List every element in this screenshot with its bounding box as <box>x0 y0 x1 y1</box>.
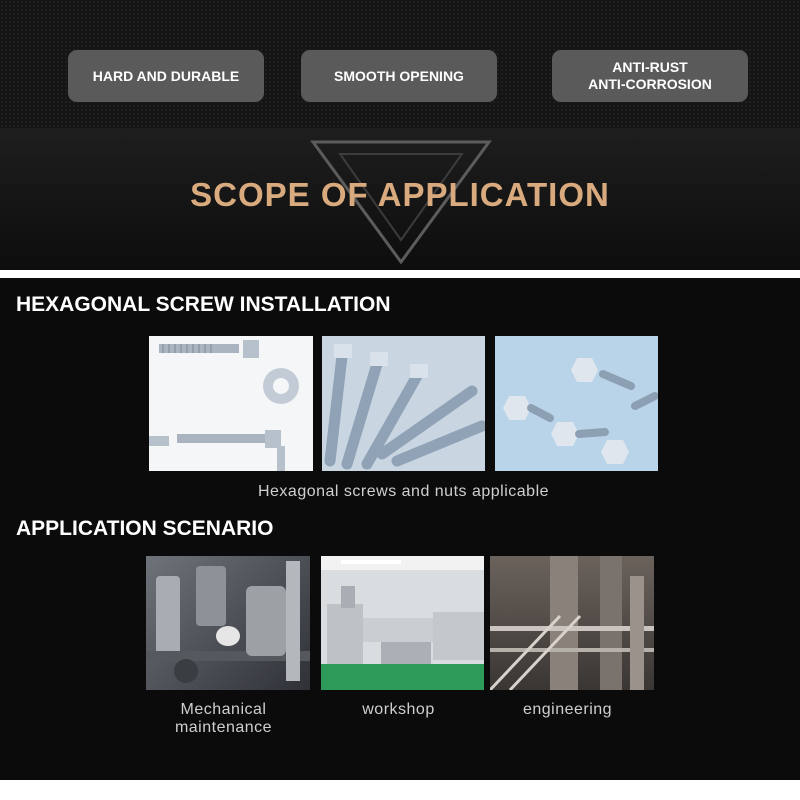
feature-badge-anti-rust <box>552 50 748 102</box>
hex-section-title: HEXAGONAL SCREW INSTALLATION <box>16 293 391 316</box>
bolts-and-nut-photo <box>149 336 313 471</box>
feature-badge-smooth-opening <box>301 50 497 102</box>
caption-line: maintenance <box>174 719 273 736</box>
feature-label-line1: ANTI-RUST <box>612 59 688 75</box>
feature-label: SMOOTH OPENING <box>334 67 464 84</box>
feature-label: HARD AND DURABLE <box>92 67 240 84</box>
engineering-photo <box>490 556 654 690</box>
scope-title: SCOPE OF APPLICATION <box>190 176 610 213</box>
bottom-margin <box>0 780 800 800</box>
divider <box>0 270 800 278</box>
feature-label-line2: ANTI-CORROSION <box>588 76 712 92</box>
scenario-caption-engineering <box>490 701 645 719</box>
hex-caption: Hexagonal screws and nuts applicable <box>257 483 550 500</box>
scenario-section-title: APPLICATION SCENARIO <box>16 517 274 540</box>
long-bolts-photo <box>322 336 485 471</box>
caption-line: workshop <box>362 701 435 718</box>
feature-badge-hard-durable <box>68 50 264 102</box>
scenario-caption-workshop <box>321 701 476 719</box>
workshop-photo <box>321 556 484 690</box>
caption-line: Mechanical <box>180 701 267 718</box>
self-drilling-screws-photo <box>495 336 658 471</box>
caption-line: engineering <box>522 701 613 718</box>
mechanical-maintenance-photo <box>146 556 310 690</box>
scenario-caption-mechanical <box>146 701 301 737</box>
